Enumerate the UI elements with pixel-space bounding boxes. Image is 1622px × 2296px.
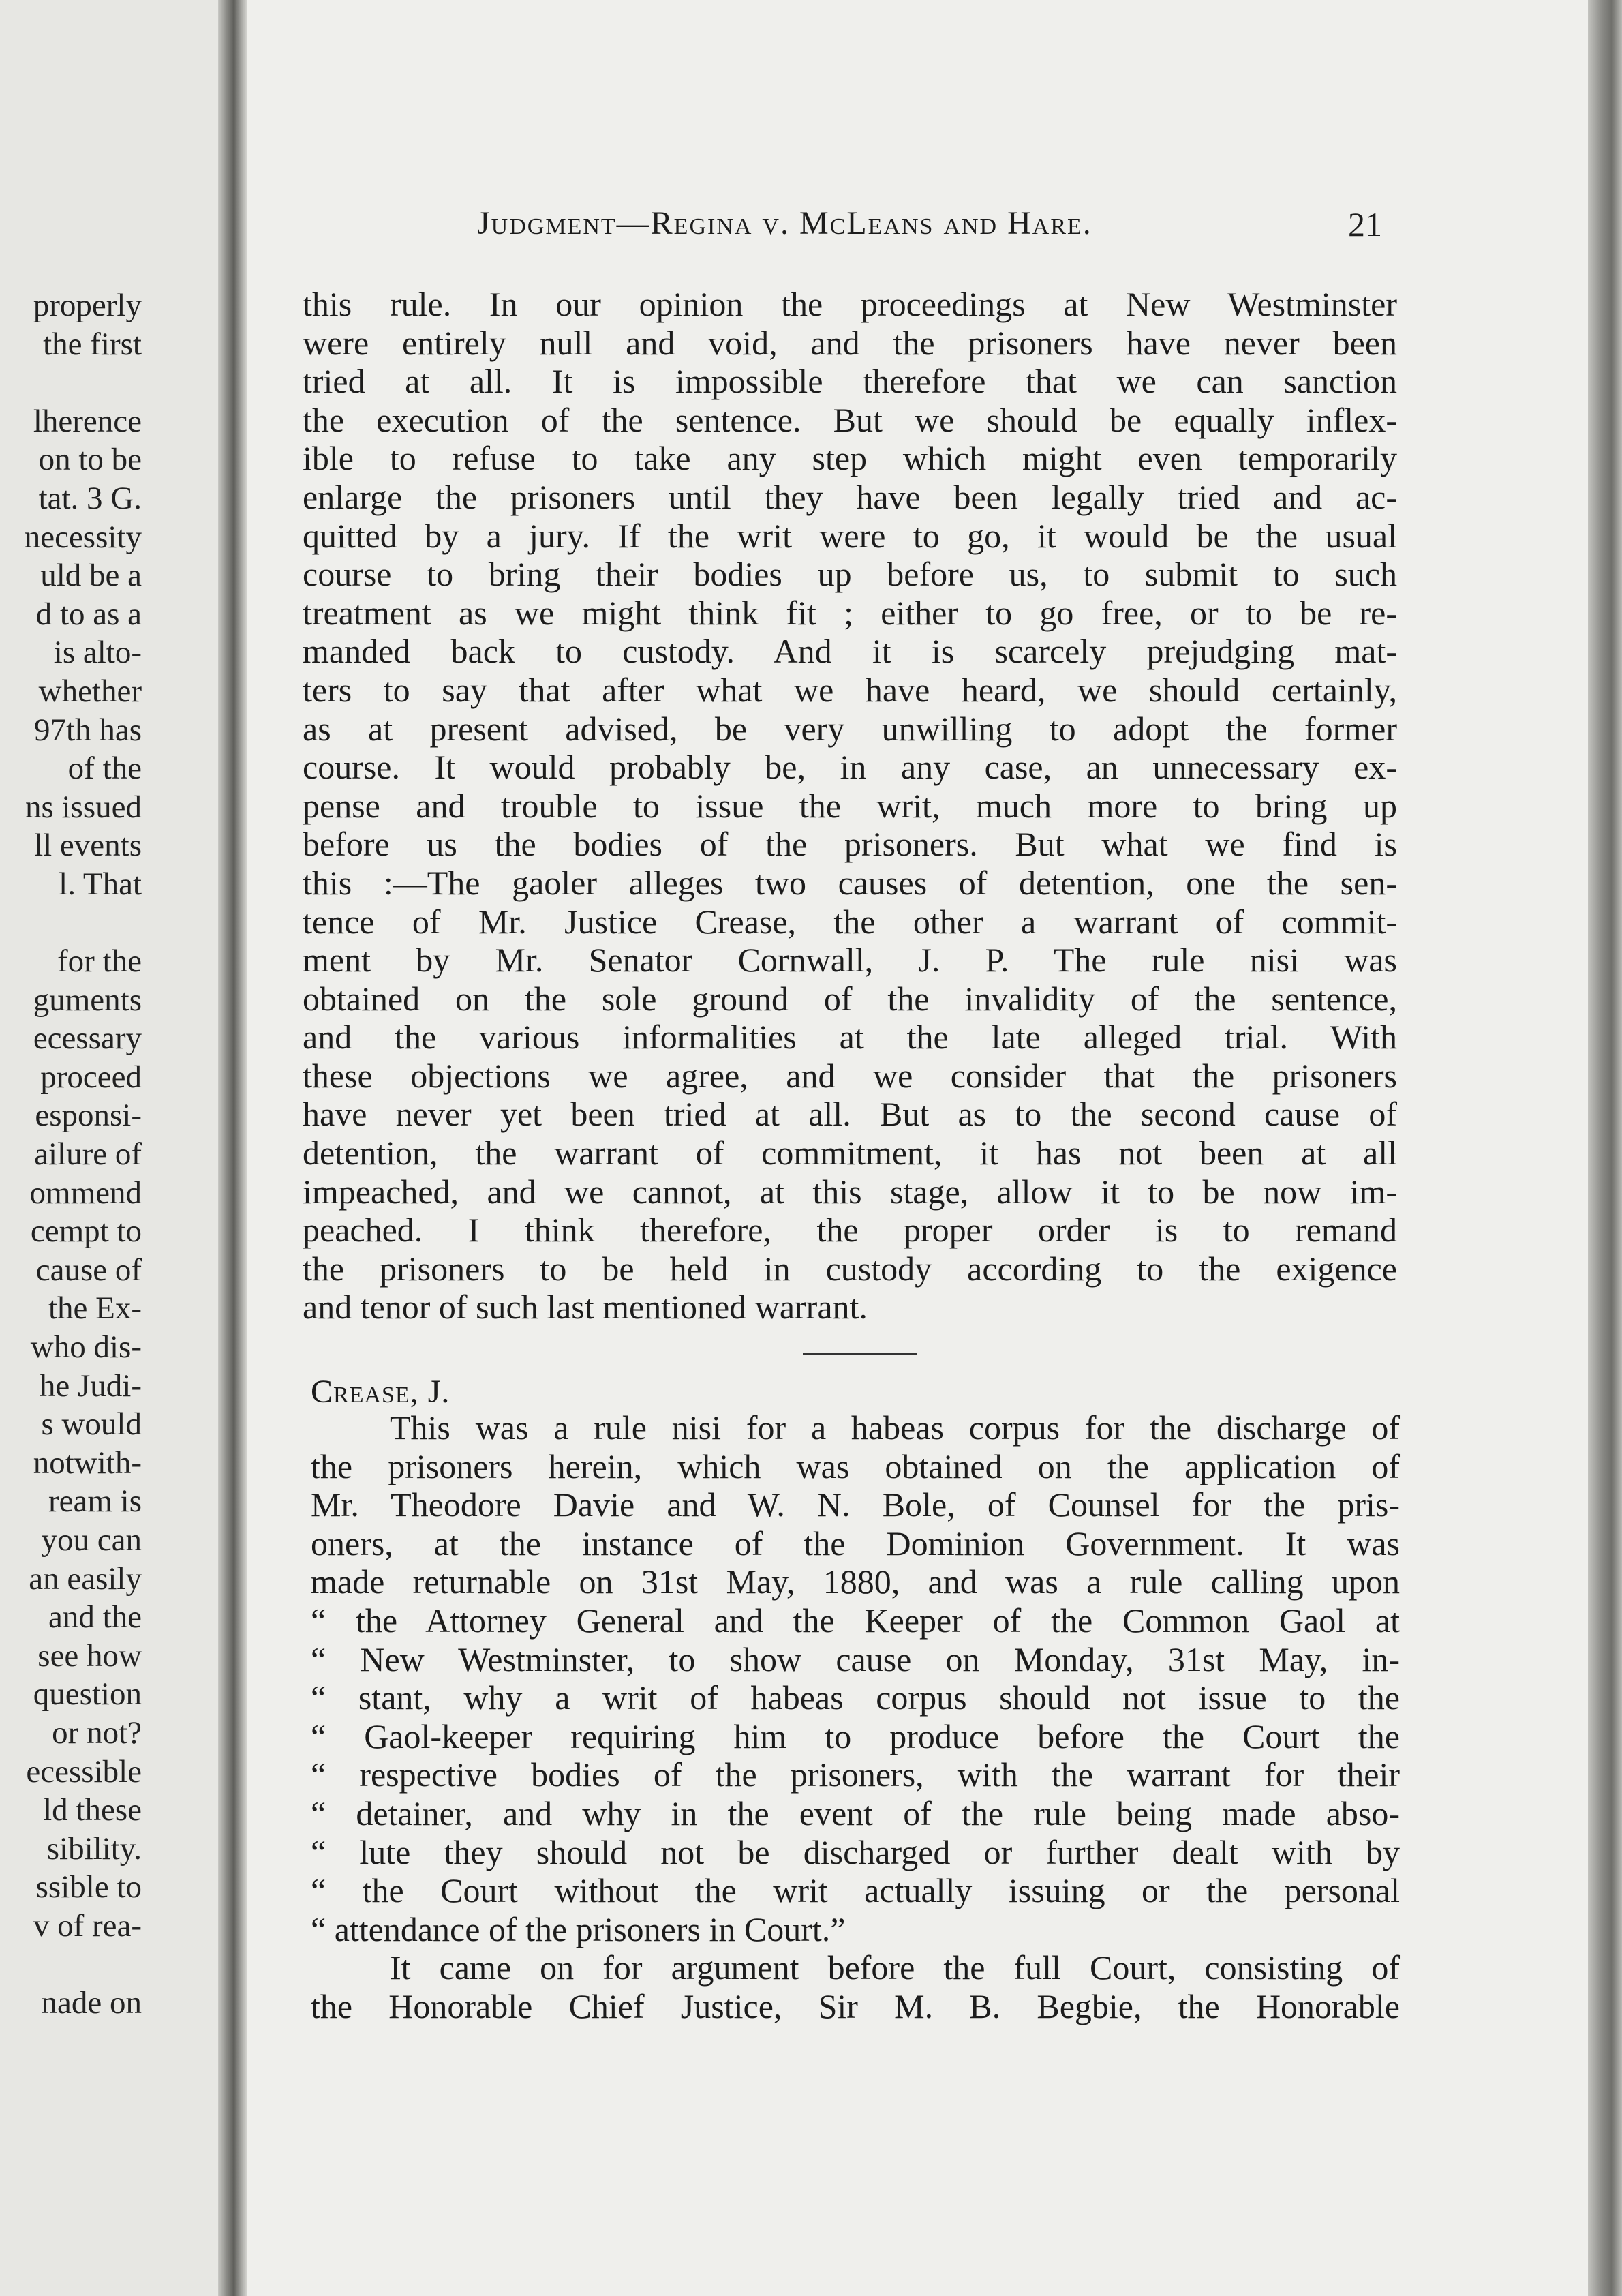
paragraph-line: and tenor of such last mentioned warrant. — [303, 1288, 868, 1327]
left-page-fragment: esponsi- — [35, 1098, 142, 1134]
paragraph-line: tried at all. It is impossible therefore that we can sanction — [303, 362, 1397, 401]
paragraph-line: “ the Court without the writ actually issuing or the personal — [311, 1871, 1400, 1910]
left-page-fragment: necessity — [24, 519, 142, 555]
left-page-fragment: see how — [37, 1637, 142, 1674]
paragraph-line: manded back to custody. And it is scarcely prejudging mat- — [303, 632, 1397, 671]
paragraph-line: “ respective bodies of the prisoners, with the warrant for their — [311, 1755, 1400, 1794]
left-page-fragment: for the — [57, 943, 142, 980]
section-heading-crease: Crease, J. — [311, 1374, 450, 1410]
section-divider-rule — [803, 1353, 917, 1355]
left-page-fragment: question — [33, 1676, 142, 1712]
paragraph-line: detention, the warrant of commitment, it has not been at all — [303, 1134, 1397, 1173]
left-page-fragment: proceed — [40, 1059, 142, 1095]
left-page-fragment: lherence — [33, 403, 142, 439]
left-page-fragment: or not? — [52, 1715, 142, 1751]
left-page-fragment: is alto- — [53, 635, 142, 671]
paragraph-line: “ New Westminster, to show cause on Monday, 31st May, in- — [311, 1640, 1400, 1678]
paragraph-line: this :—The gaoler alleges two causes of detention, one the sen- — [303, 863, 1397, 902]
paragraph-line: enlarge the prisoners until they have been legally tried and ac- — [303, 477, 1397, 516]
left-page-fragment: s would — [41, 1406, 142, 1442]
left-page-fragment: tat. 3 G. — [38, 480, 142, 516]
paragraph-line: the prisoners herein, which was obtained on the application of — [311, 1447, 1400, 1485]
running-header-title: Judgment—Regina v. McLeans and Hare. — [477, 205, 1092, 241]
left-page-fragment: ream is — [48, 1483, 142, 1520]
left-page-fragment — [25, 904, 142, 943]
left-page-fragment: guments — [33, 982, 142, 1018]
paragraph-line: ters to say that after what we have heard, we should certainly, — [303, 670, 1397, 709]
paragraph-line: tence of Mr. Justice Crease, the other a warrant of commit- — [303, 902, 1397, 941]
left-page-fragment: v of rea- — [33, 1907, 142, 1944]
paragraph-line: obtained on the sole ground of the invalidity of the sentence, — [303, 979, 1397, 1018]
left-page-fragment: ecessible — [26, 1753, 142, 1789]
paragraph-line: the Honorable Chief Justice, Sir M. B. Begbie, the Honorable — [311, 1987, 1400, 2025]
paragraph-line: oners, at the instance of the Dominion Government. It was — [311, 1524, 1400, 1562]
left-page-fragment: you can — [41, 1522, 142, 1558]
left-page-fragment: ssible to — [35, 1869, 142, 1905]
left-facing-page — [0, 0, 218, 2296]
paragraph-line: this rule. In our opinion the proceedings at New Westminster — [303, 285, 1397, 323]
paragraph-line: before us the bodies of the prisoners. But what we find is — [303, 825, 1397, 864]
paragraph-line: made returnable on 31st May, 1880, and was a rule calling upon — [311, 1562, 1400, 1601]
paragraph-line: as at present advised, be very unwilling to adopt the former — [303, 709, 1397, 748]
paragraph-line: ment by Mr. Senator Cornwall, J. P. The rule nisi was — [303, 941, 1397, 980]
paragraph-line: Mr. Theodore Davie and W. N. Bole, of Counsel for the pris- — [311, 1485, 1400, 1524]
left-page-fragment: cempt to — [30, 1213, 142, 1250]
left-page-fragment: nade on — [41, 1985, 142, 2021]
left-page-text-fragments — [25, 286, 142, 2023]
left-page-fragment: ll events — [34, 828, 142, 864]
left-page-fragment: the Ex- — [48, 1290, 142, 1327]
left-page-fragment: who dis- — [30, 1329, 142, 1365]
paragraph-line: It came on for argument before the full Court, consisting of — [390, 1948, 1400, 1987]
left-page-fragment: the first — [43, 326, 142, 362]
left-page-fragment — [25, 1946, 142, 1984]
left-page-fragment: uld be a — [40, 558, 142, 594]
paragraph-line: these objections we agree, and we consider that the prisoners — [303, 1056, 1397, 1095]
left-page-fragment: ecessary — [33, 1021, 142, 1057]
left-page-fragment: of the — [67, 751, 142, 787]
left-page-fragment: he Judi- — [39, 1368, 142, 1404]
book-gutter — [218, 0, 247, 2296]
paragraph-line: peached. I think therefore, the proper order is to remand — [303, 1211, 1397, 1250]
left-page-fragment: d to as a — [35, 596, 142, 632]
paragraph-line: treatment as we might think fit ; either to go free, or to be re- — [303, 593, 1397, 632]
page-number: 21 — [1348, 205, 1382, 243]
judgment-paragraph-2 — [311, 1408, 1400, 2026]
paragraph-line: pense and trouble to issue the writ, much more to bring up — [303, 786, 1397, 825]
left-page-fragment — [25, 363, 142, 402]
left-page-fragment: notwith- — [33, 1445, 142, 1481]
left-page-fragment: ld these — [43, 1792, 142, 1828]
paragraph-line: quitted by a jury. If the writ were to go, it would be the usual — [303, 516, 1397, 555]
left-page-fragment: sibility. — [46, 1830, 142, 1867]
paragraph-line: and the various informalities at the late alleged trial. With — [303, 1018, 1397, 1057]
paragraph-line: the prisoners to be held in custody according to the exigence — [303, 1249, 1397, 1288]
left-page-fragment: ommend — [29, 1175, 142, 1211]
left-page-fragment: ailure of — [34, 1136, 142, 1173]
left-page-fragment: 97th has — [34, 712, 142, 748]
paragraph-line: This was a rule nisi for a habeas corpus for the discharge of — [390, 1408, 1400, 1447]
paragraph-line: have never yet been tried at all. But as to the second cause of — [303, 1095, 1397, 1134]
paragraph-line: impeached, and we cannot, at this stage, allow it to be now im- — [303, 1172, 1397, 1211]
paragraph-line: were entirely null and void, and the prisoners have never been — [303, 323, 1397, 362]
judgment-paragraph-1 — [303, 285, 1397, 1327]
left-page-fragment: cause of — [35, 1252, 142, 1288]
left-page-fragment: ns issued — [25, 789, 142, 825]
left-page-fragment: properly — [33, 288, 142, 323]
paragraph-line: course. It would probably be, in any case, an unnecessary ex- — [303, 748, 1397, 787]
page-edge-shadow — [1588, 0, 1622, 2296]
left-page-fragment: on to be — [38, 442, 142, 478]
paragraph-line: “ the Attorney General and the Keeper of the Common Gaol at — [311, 1601, 1400, 1640]
left-page-fragment: and the — [48, 1599, 142, 1635]
paragraph-line: “ detainer, and why in the event of the rule being made abso- — [311, 1794, 1400, 1832]
paragraph-line: course to bring their bodies up before us, to submit to such — [303, 555, 1397, 594]
paragraph-line: the execution of the sentence. But we should be equally inflex- — [303, 400, 1397, 439]
left-page-fragment: whether — [38, 673, 142, 709]
left-page-fragment: l. That — [59, 866, 142, 902]
paragraph-line: “ lute they should not be discharged or further dealt with by — [311, 1832, 1400, 1871]
running-header — [0, 205, 1622, 245]
left-page-fragment: an easily — [29, 1560, 142, 1597]
paragraph-line: “ Gaol-keeper requiring him to produce before the Court the — [311, 1717, 1400, 1755]
paragraph-line: “ stant, why a writ of habeas corpus should not issue to the — [311, 1678, 1400, 1717]
paragraph-line: ible to refuse to take any step which might even temporarily — [303, 439, 1397, 478]
paragraph-line: “ attendance of the prisoners in Court.” — [311, 1909, 846, 1948]
